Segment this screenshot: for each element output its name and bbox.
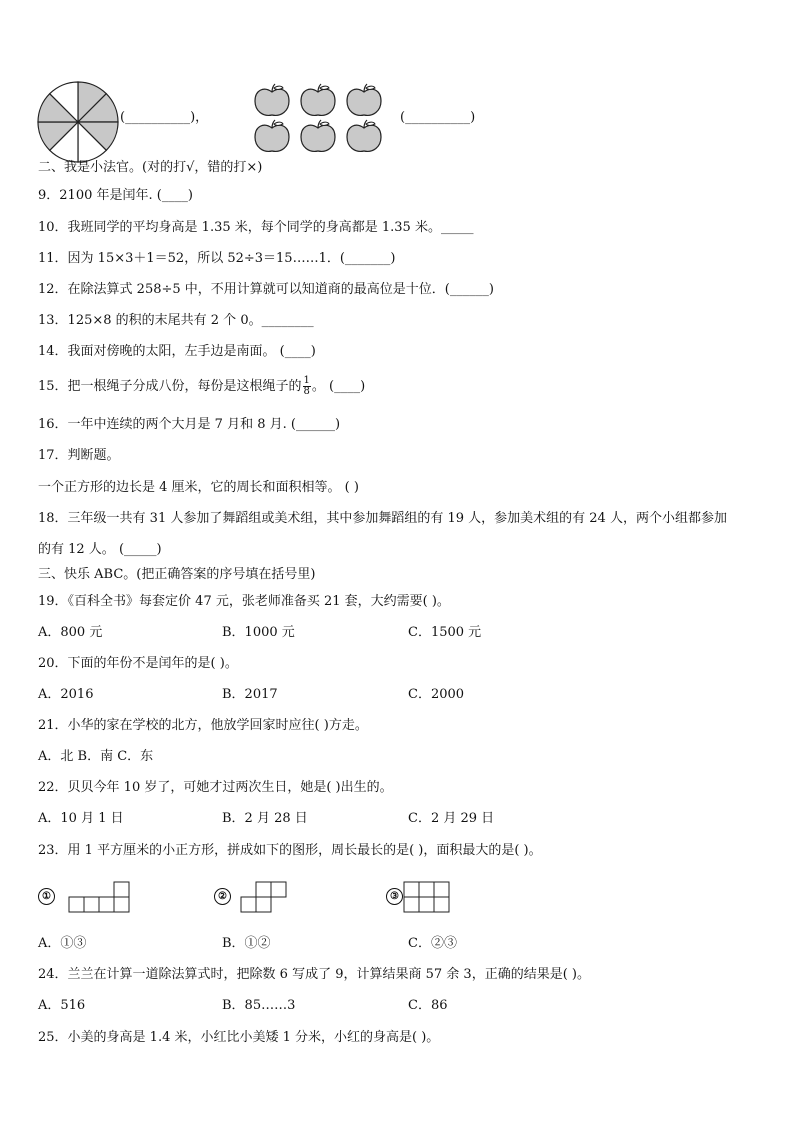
fraction-numerator: 1	[303, 375, 310, 386]
q23-option-a: A．①③	[38, 936, 87, 951]
apple-icon	[347, 120, 381, 151]
section2-title: 二、我是小法官。(对的打√，错的打×)	[38, 160, 263, 175]
apple-icon	[347, 84, 381, 115]
q19-option-a: A．800 元	[38, 625, 103, 640]
shape-1-label	[38, 888, 55, 905]
fraction-one-eighth	[303, 376, 311, 397]
circled-number-1: ①	[38, 888, 55, 905]
q24-option-b: B．85……3	[222, 998, 296, 1013]
question-18-line1: 18．三年级一共有 31 人参加了舞蹈组或美术组，其中参加舞蹈组的有 19 人，参加美术组的有 24 人，两个小组都参加	[38, 511, 727, 526]
q20-option-c: C．2000	[408, 687, 465, 702]
apple-icon	[301, 84, 335, 115]
shape-3-label	[386, 888, 403, 905]
fraction-circle-figure	[36, 80, 120, 164]
q20-option-a: A．2016	[38, 687, 94, 702]
question-15	[38, 376, 365, 398]
question-16: 16．一年中连续的两个大月是 7 月和 8 月. (______)	[38, 417, 341, 432]
blank-2: (__________)	[400, 110, 476, 125]
question-15-blank: 。 (____)	[311, 379, 366, 394]
q21-options: A．北 B．南 C．东	[38, 749, 154, 764]
question-25: 25．小美的身高是 1.4 米，小红比小美矮 1 分米，小红的身高是( )。	[38, 1030, 440, 1045]
shape-2-figure	[240, 880, 290, 914]
q23-option-b: B．①②	[222, 936, 271, 951]
question-22: 22．贝贝今年 10 岁了，可她才过两次生日，她是( )出生的。	[38, 780, 393, 795]
q19-option-b: B．1000 元	[222, 625, 295, 640]
question-18-line2: 的有 12 人。 (_____)	[38, 542, 162, 557]
question-24: 24．兰兰在计算一道除法算式时，把除数 6 写成了 9，计算结果商 57 余 3，正确的结果是( )。	[38, 967, 590, 982]
q22-option-c: C．2 月 29 日	[408, 811, 495, 826]
question-9: 9．2100 年是闰年. (____)	[38, 188, 193, 203]
q23-option-c: C．②③	[408, 936, 457, 951]
question-14: 14．我面对傍晚的太阳，左手边是南面。 (____)	[38, 344, 316, 359]
circled-number-2: ②	[214, 888, 231, 905]
question-17-body: 一个正方形的边长是 4 厘米，它的周长和面积相等。 ( )	[38, 480, 359, 495]
apple-icon	[255, 120, 289, 151]
fraction-denominator: 8	[303, 386, 310, 397]
question-19: 19．《百科全书》每套定价 47 元，张老师准备买 21 套，大约需要( )。	[38, 594, 450, 609]
q19-option-c: C．1500 元	[408, 625, 482, 640]
shape-2-label	[214, 888, 231, 905]
apple-icon	[301, 120, 335, 151]
question-20: 20．下面的年份不是闰年的是( )。	[38, 656, 238, 671]
q22-option-b: B．2 月 28 日	[222, 811, 308, 826]
question-17: 17．判断题。	[38, 448, 120, 463]
circled-number-3: ③	[386, 888, 403, 905]
blank-1: (__________)，	[120, 110, 209, 125]
apples-figure	[252, 82, 388, 154]
question-12: 12．在除法算式 258÷5 中，不用计算就可以知道商的最高位是十位．(______)	[38, 282, 494, 297]
question-23: 23．用 1 平方厘米的小正方形，拼成如下的图形，周长最长的是( )，面积最大的是( )。	[38, 843, 542, 858]
shape-3-figure	[403, 880, 453, 914]
q24-option-a: A．516	[38, 998, 86, 1013]
question-11: 11．因为 15×3＋1＝52，所以 52÷3＝15……1．(_______)	[38, 251, 396, 266]
q22-option-a: A．10 月 1 日	[38, 811, 124, 826]
shape-1-figure	[68, 880, 132, 914]
question-13: 13．125×8 的积的末尾共有 2 个 0。________	[38, 313, 314, 328]
section3-title: 三、快乐 ABC。(把正确答案的序号填在括号里)	[38, 567, 316, 582]
question-21: 21．小华的家在学校的北方，他放学回家时应往( )方走。	[38, 718, 368, 733]
q24-option-c: C．86	[408, 998, 448, 1013]
question-15-text: 15．把一根绳子分成八份，每份是这根绳子的	[38, 379, 302, 394]
question-10: 10．我班同学的平均身高是 1.35 米，每个同学的身高都是 1.35 米。_____	[38, 220, 474, 235]
apple-icon	[255, 84, 289, 115]
q20-option-b: B．2017	[222, 687, 278, 702]
